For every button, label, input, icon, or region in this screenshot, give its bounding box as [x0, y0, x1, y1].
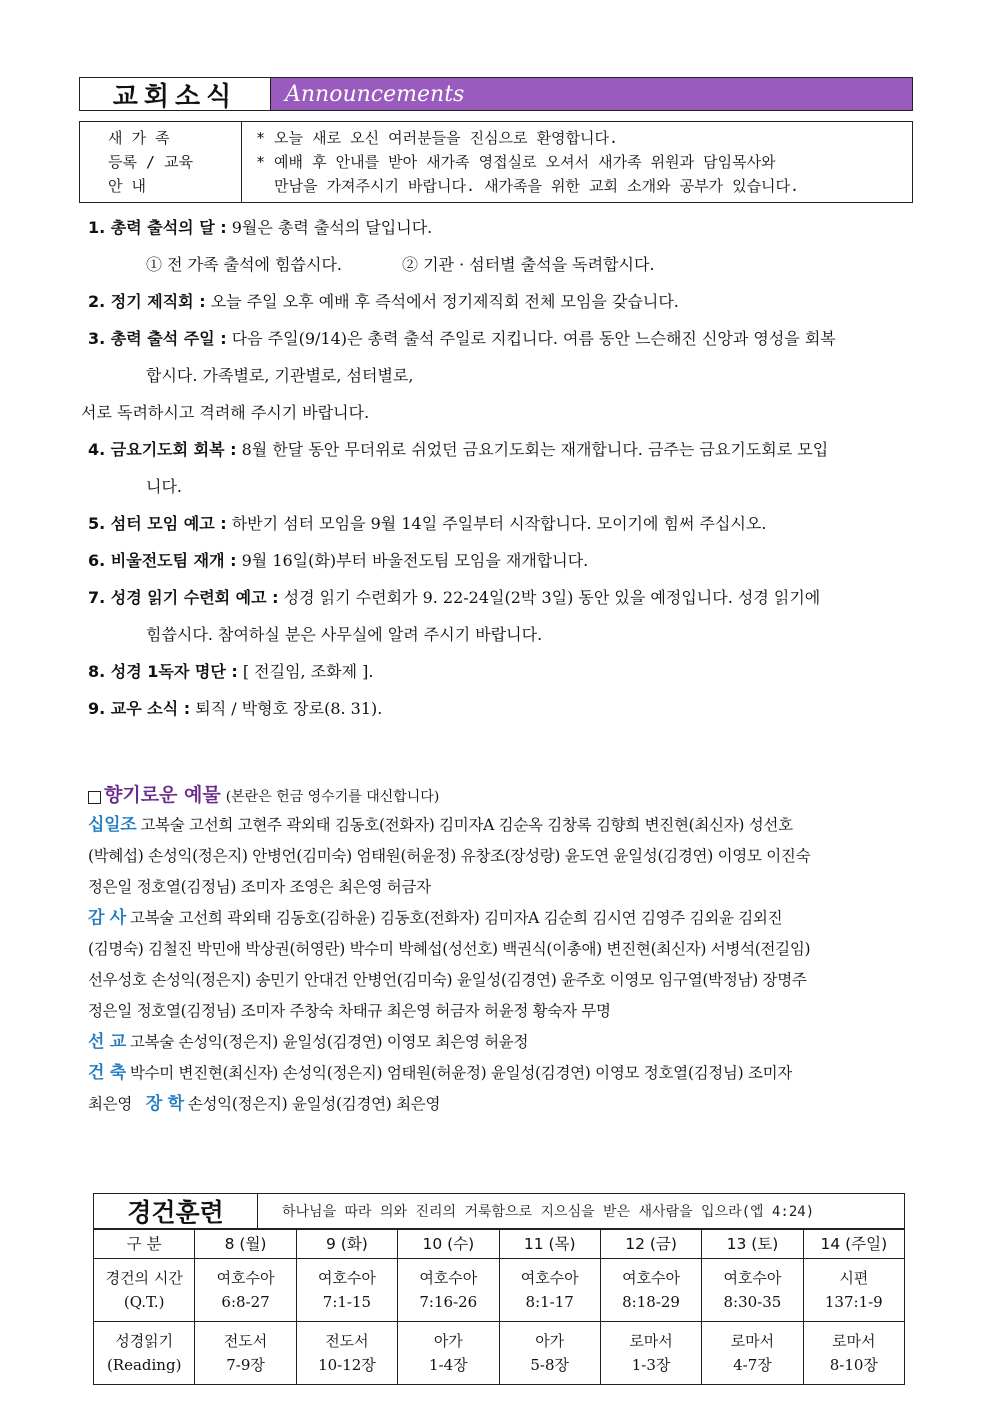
- announcement-list: [81, 213, 903, 731]
- checkbox-bullet-icon: [88, 791, 101, 804]
- table-cell: 전도서 7-9장: [195, 1322, 296, 1385]
- new-family-labels: [80, 122, 242, 202]
- new-family-box: [79, 121, 913, 203]
- devotion-title: 경건훈련: [94, 1194, 258, 1228]
- header-cell: 11 (목): [499, 1230, 600, 1259]
- new-family-line: * 오늘 새로 오신 여러분들을 진심으로 환영합니다.: [256, 129, 619, 147]
- tithe-label: 십일조: [88, 815, 137, 835]
- announcement-8: 8. 성경 1독자 명단 : [ 전길임, 조화제 ].: [88, 662, 374, 681]
- announcement-5: 5. 섬터 모임 예고 : 하반기 섬터 모임을 9월 14일 주일부터 시작합니다. 모이기에 힘써 주십시오.: [88, 514, 767, 533]
- new-family-line: * 예배 후 안내를 받아 새가족 영접실로 오셔서 새가족 위원과 담임목사와: [256, 153, 776, 171]
- label-guide: 안 내: [108, 177, 147, 195]
- label-new-family: 새 가 족: [108, 129, 170, 147]
- new-family-text: [242, 122, 912, 202]
- announcement-3-cont: 합시다. 가족별로, 기관별로, 섬터별로,: [146, 366, 414, 385]
- table-cell: 여호수아 8:1-17: [499, 1259, 600, 1322]
- table-cell: 전도서 10-12장: [296, 1322, 397, 1385]
- table-cell: 여호수아 6:8-27: [195, 1259, 296, 1322]
- row-label: 경건의 시간 (Q.T.): [94, 1259, 195, 1322]
- table-cell: 아가 5-8장: [499, 1322, 600, 1385]
- announcements-header: [79, 77, 913, 111]
- table-cell: 여호수아 7:16-26: [398, 1259, 499, 1322]
- section-title: 교회소식: [80, 78, 271, 110]
- table-cell: 여호수아 8:30-35: [702, 1259, 803, 1322]
- table-cell: 여호수아 7:1-15: [296, 1259, 397, 1322]
- offerings-section: [88, 780, 903, 1120]
- header-cell: 9 (화): [296, 1230, 397, 1259]
- announcement-4: 4. 금요기도회 회복 : 8월 한달 동안 무더위로 쉬었던 금요기도회는 재개합니다. 금주는 금요기도회로 모입: [88, 440, 829, 459]
- announcement-7-cont: 힘씁시다. 참여하실 분은 사무실에 알려 주시기 바랍니다.: [146, 625, 543, 644]
- section-subtitle: Announcements: [271, 78, 912, 110]
- offerings-heading: [88, 780, 903, 810]
- announcement-3: 3. 총력 출석 주일 : 다음 주일(9/14)은 총력 출석 주일로 지킵니다. 여름 동안 느슨해진 신앙과 영성을 회복: [88, 329, 836, 348]
- devotion-verse: 하나님을 따라 의와 진리의 거룩함으로 지으심을 받은 새사람을 입으라(엡 4:24): [282, 1204, 815, 1220]
- tithe-line: (박혜섭) 손성익(정은지) 안병언(김미숙) 엄태원(허윤정) 유창조(장성랑) 윤도연 윤일성(김경연) 이영모 이진숙: [88, 847, 811, 865]
- mission-label: 선 교: [88, 1032, 126, 1052]
- building-line: 건 축 박수미 변진현(최신자) 손성익(정은지) 엄태원(허윤정) 윤일성(김경연) 이영모 정호열(김정님) 조미자: [88, 1063, 792, 1083]
- header-cell: 14 (주일): [803, 1230, 904, 1259]
- tithe-line: 십일조 고복술 고선희 고현주 곽외태 김동호(전화자) 김미자A 김순옥 김창록 김향희 변진현(최신자) 성선호: [88, 815, 793, 835]
- building-scholarship-line: 최은영 장 학 손성익(정은지) 윤일성(김경연) 최은영: [88, 1094, 441, 1114]
- header-cell: 10 (수): [398, 1230, 499, 1259]
- announcement-4-cont: 니다.: [146, 477, 182, 496]
- table-cell: 아가 1-4장: [398, 1322, 499, 1385]
- table-cell: 로마서 8-10장: [803, 1322, 904, 1385]
- offerings-title: 향기로운 예물: [104, 784, 221, 806]
- devotion-header: [93, 1193, 905, 1229]
- thanks-line: 정은일 정호열(김정님) 조미자 주창숙 차태규 최은영 허금자 허윤정 황숙자 무명: [88, 1002, 611, 1020]
- mission-line: 선 교 고복술 손성익(정은지) 윤일성(김경연) 이영모 최은영 허윤정: [88, 1032, 529, 1052]
- table-cell: 여호수아 8:18-29: [600, 1259, 701, 1322]
- row-label: 성경읽기 (Reading): [94, 1322, 195, 1385]
- thanks-line: 선우성호 손성익(정은지) 송민기 안대건 안병언(김미숙) 윤일성(김경연) 윤주호 이영모 임구열(박정남) 장명주: [88, 971, 807, 989]
- new-family-line: 만남을 가져주시기 바랍니다. 새가족을 위한 교회 소개와 공부가 있습니다.: [256, 177, 800, 195]
- announcement-6: 6. 비울전도팀 재개 : 9월 16일(화)부터 바울전도팀 모임을 재개합니다.: [88, 551, 589, 570]
- header-cell: 13 (토): [702, 1230, 803, 1259]
- thanks-line: 감 사 고복술 고선희 곽외태 김동호(김하윤) 김동호(전화자) 김미자A 김순희 김시연 김영주 김외윤 김외진: [88, 908, 783, 928]
- offerings-note: (본란은 헌금 영수기를 대신합니다): [225, 789, 440, 805]
- building-label: 건 축: [88, 1063, 126, 1083]
- announcement-1: 1. 총력 출석의 달 : 9월은 총력 출석의 달입니다.: [88, 218, 433, 237]
- table-header-row: [94, 1230, 905, 1259]
- devotion-schedule-table: [93, 1229, 905, 1385]
- header-cell: 8 (월): [195, 1230, 296, 1259]
- announcement-1-subitems: ① 전 가족 출석에 힘씁시다. ② 기관 · 섬터별 출석을 독려합시다.: [146, 255, 655, 274]
- thanks-label: 감 사: [88, 908, 126, 928]
- thanks-line: (김명숙) 김철진 박민애 박상권(허영란) 박수미 박혜섭(성선호) 백권식(이총애) 변진현(최신자) 서병석(전길임): [88, 940, 811, 958]
- devotion-training: [93, 1193, 905, 1385]
- table-row-qt: [94, 1259, 905, 1322]
- announcement-2: 2. 정기 제직회 : 오늘 주일 오후 예배 후 즉석에서 정기제직회 전체 모임을 갖습니다.: [88, 292, 679, 311]
- header-cell: 12 (금): [600, 1230, 701, 1259]
- announcement-7: 7. 성경 읽기 수련회 예고 : 성경 읽기 수련회가 9. 22-24일(2박 3일) 동안 있을 예정입니다. 성경 읽기에: [88, 588, 821, 607]
- announcement-9: 9. 교우 소식 : 퇴직 / 박형호 장로(8. 31).: [88, 699, 383, 718]
- scholarship-label: 장 학: [145, 1094, 184, 1114]
- header-cell: 구 분: [94, 1230, 195, 1259]
- table-cell: 로마서 1-3장: [600, 1322, 701, 1385]
- table-cell: 시편 137:1-9: [803, 1259, 904, 1322]
- tithe-line: 정은일 정호열(김정님) 조미자 조영은 최은영 허금자: [88, 878, 431, 896]
- table-row-reading: [94, 1322, 905, 1385]
- label-registration: 등록 / 교육: [108, 153, 194, 171]
- table-cell: 로마서 4-7장: [702, 1322, 803, 1385]
- announcement-3-cont2: 서로 독려하시고 격려해 주시기 바랍니다.: [81, 403, 370, 422]
